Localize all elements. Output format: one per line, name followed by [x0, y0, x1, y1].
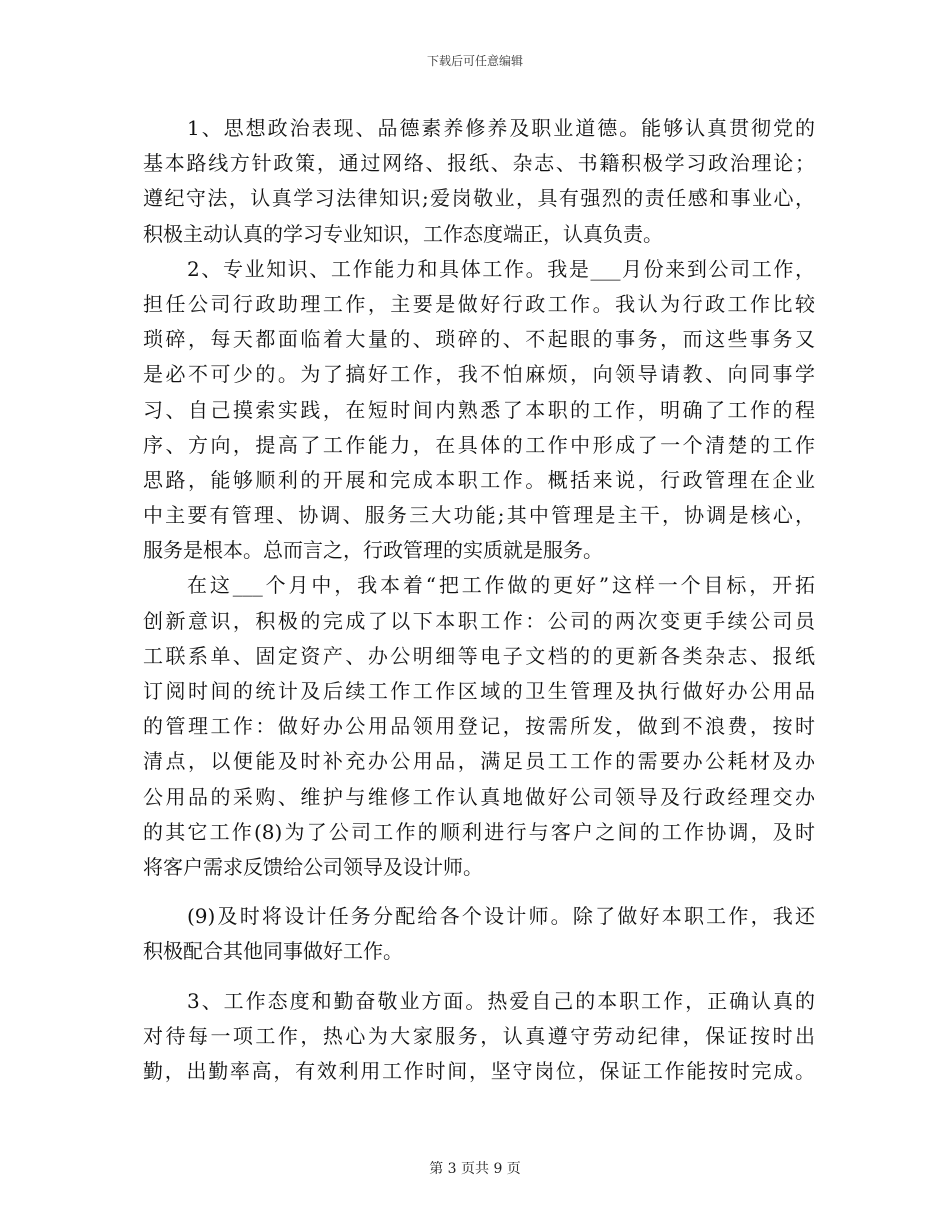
- page-header: 下载后可任意编辑: [426, 54, 523, 68]
- text-line: 3、工作态度和勤奋敬业方面。热爱自己的本职工作，正确认真的: [187, 988, 815, 1013]
- paragraph-gap: [143, 885, 815, 899]
- paragraph-5: [143, 984, 815, 1090]
- text-line: 2、专业知识、工作能力和具体工作。我是___月份来到公司工作，: [187, 256, 815, 281]
- text-line: 服务是根本。总而言之，行政管理的实质就是服务。: [143, 538, 603, 563]
- text-line: 积极配合其他同事做好工作。: [143, 939, 403, 964]
- text-line: 工联系单、固定资产、办公明细等电子文档的的更新各类杂志、报纸: [143, 643, 815, 668]
- text-line: 1、思想政治表现、品德素养修养及职业道德。能够认真贯彻党的: [187, 116, 815, 140]
- paragraph-3: [143, 568, 815, 885]
- text-line: 中主要有管理、协调、服务三大功能;其中管理是主干，协调是核心，: [143, 503, 815, 528]
- text-line: 在这___个月中，我本着“把工作做的更好”这样一个目标，开拓: [187, 573, 815, 598]
- text-line: 对待每一项工作，热心为大家服务，认真遵守劳动纪律，保证按时出: [143, 1023, 815, 1048]
- page-footer: 第 3 页共 9 页: [429, 1161, 521, 1177]
- paragraph-4: [143, 899, 815, 969]
- text-line: 遵纪守法，认真学习法律知识;爱岗敬业，具有强烈的责任感和事业心，: [143, 186, 815, 211]
- text-line: 公用品的采购、维护与维修工作认真地做好公司领导及行政经理交办: [143, 784, 815, 809]
- text-line: 清点，以便能及时补充办公用品，满足员工工作的需要办公耗材及办: [143, 749, 815, 774]
- text-line: (9)及时将设计任务分配给各个设计师。除了做好本职工作，我还: [187, 904, 815, 929]
- text-line: 订阅时间的统计及后续工作工作区域的卫生管理及执行做好办公用品: [143, 679, 815, 703]
- text-line: 将客户需求反馈给公司领导及设计师。: [143, 854, 483, 879]
- document-body: [143, 111, 815, 1089]
- text-line: 积极主动认真的学习专业知识，工作态度端正，认真负责。: [143, 221, 663, 246]
- text-line: 思路，能够顺利的开展和完成本职工作。概括来说，行政管理在企业: [143, 467, 815, 492]
- paragraph-2: [143, 252, 815, 569]
- text-line: 习、自己摸索实践，在短时间内熟悉了本职的工作，明确了工作的程: [143, 397, 815, 422]
- text-line: 的管理工作：做好办公用品领用登记，按需所发，做到不浪费，按时: [143, 714, 815, 739]
- text-line: 琐碎，每天都面临着大量的、琐碎的、不起眼的事务，而这些事务又: [143, 327, 815, 352]
- text-line: 的其它工作(8)为了公司工作的顺利进行与客户之间的工作协调，及时: [143, 819, 815, 844]
- paragraph-1: [143, 111, 815, 252]
- text-line: 担任公司行政助理工作，主要是做好行政工作。我认为行政工作比较: [143, 291, 815, 316]
- paragraph-gap: [143, 970, 815, 984]
- text-line: 基本路线方针政策，通过网络、报纸、杂志、书籍积极学习政治理论；: [143, 151, 815, 176]
- text-line: 是必不可少的。为了搞好工作，我不怕麻烦，向领导请教、向同事学: [143, 362, 815, 387]
- text-line: 勤，出勤率高，有效利用工作时间，坚守岗位，保证工作能按时完成。: [143, 1058, 815, 1083]
- text-line: 序、方向，提高了工作能力，在具体的工作中形成了一个清楚的工作: [143, 432, 815, 457]
- text-line: 创新意识，积极的完成了以下本职工作：公司的两次变更手续公司员: [143, 608, 815, 633]
